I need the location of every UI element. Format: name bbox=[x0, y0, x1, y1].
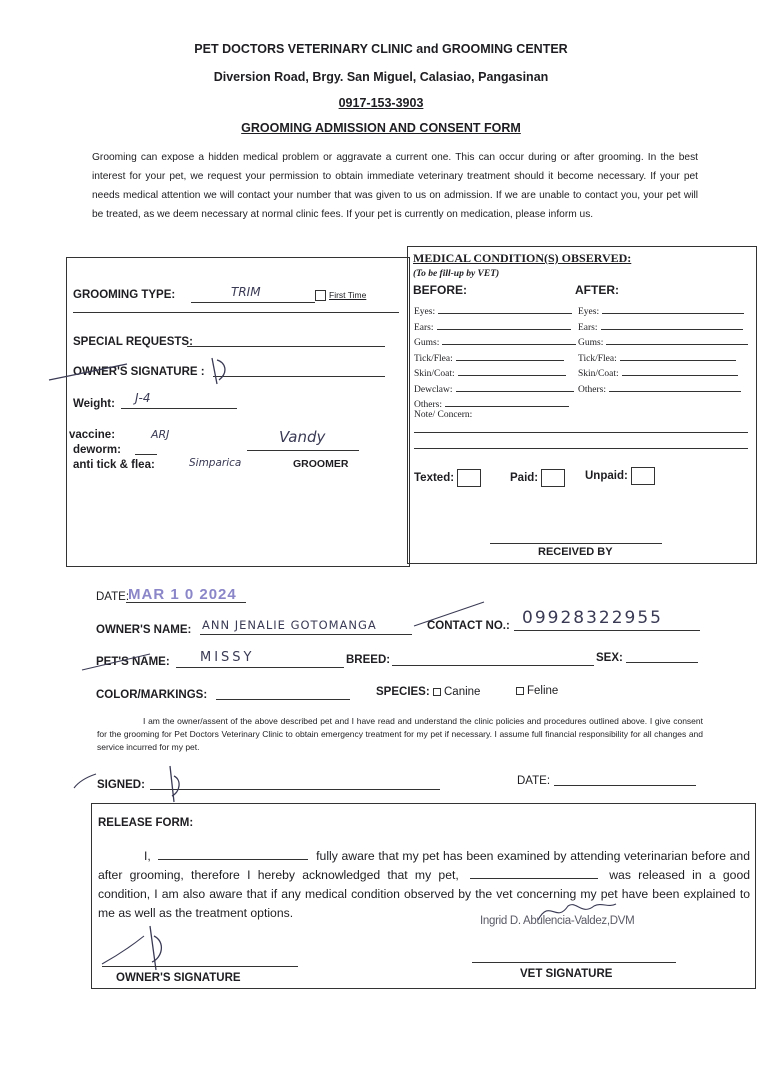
before-row bbox=[414, 319, 574, 335]
owner-name-label: OWNER'S NAME: bbox=[96, 624, 192, 636]
release-pet-name-field[interactable] bbox=[470, 866, 598, 879]
before-row-field[interactable] bbox=[456, 350, 564, 361]
signed-label: SIGNED: bbox=[97, 779, 145, 791]
release-text-1: I, bbox=[144, 849, 151, 863]
contact-value: 09928322955 bbox=[522, 608, 663, 628]
pet-name-label: PET'S NAME: bbox=[96, 656, 170, 668]
pet-name-field[interactable] bbox=[176, 667, 344, 668]
after-row-field[interactable] bbox=[609, 381, 741, 392]
owner-release-signature-line[interactable] bbox=[102, 966, 298, 967]
grooming-type-field[interactable] bbox=[191, 285, 315, 303]
unpaid-label: Unpaid: bbox=[585, 470, 628, 483]
paid-label: Paid: bbox=[510, 472, 539, 485]
grooming-type-extra-line bbox=[73, 312, 399, 313]
groomer-line bbox=[247, 450, 359, 451]
texted-label: Texted: bbox=[414, 472, 455, 485]
before-row-field[interactable] bbox=[445, 396, 569, 407]
after-row bbox=[578, 334, 748, 350]
special-requests-field[interactable] bbox=[187, 346, 385, 347]
vet-name-stamp: Ingrid D. Abulencia-Valdez,DVM bbox=[480, 915, 635, 927]
after-row-field[interactable] bbox=[606, 334, 748, 345]
paid-checkbox[interactable] bbox=[541, 469, 565, 487]
clinic-name: PET DOCTORS VETERINARY CLINIC and GROOMING CENTER bbox=[194, 42, 568, 56]
contact-strike-mark bbox=[410, 600, 490, 630]
owner-name-field[interactable] bbox=[200, 634, 412, 635]
before-row-label: Eyes: bbox=[414, 307, 436, 317]
date-stamp: MAR 1 0 2024 bbox=[128, 586, 237, 603]
sex-label: SEX: bbox=[596, 652, 623, 664]
canine-checkbox[interactable] bbox=[433, 688, 441, 696]
antitick-label: anti tick & flea: bbox=[73, 459, 155, 471]
after-row-label: Tick/Flea: bbox=[578, 353, 617, 364]
feline-checkbox[interactable] bbox=[516, 687, 524, 695]
before-label: BEFORE: bbox=[413, 283, 467, 297]
after-row bbox=[578, 350, 748, 366]
release-form-box bbox=[91, 803, 756, 989]
before-row-label: Gums: bbox=[414, 338, 440, 348]
before-row-label: Dewclaw: bbox=[414, 384, 453, 395]
release-text-2: fully aware that my pet has been examined by attending veterinarian before and after grooming, therefore I hereby acknowledged that my pet, bbox=[98, 849, 750, 882]
before-row bbox=[414, 334, 574, 350]
special-requests-label: SPECIAL REQUESTS: bbox=[73, 336, 193, 348]
after-row bbox=[578, 381, 748, 397]
weight-value: J-4 bbox=[135, 391, 151, 405]
date2-field[interactable] bbox=[554, 785, 696, 786]
weight-field[interactable] bbox=[121, 391, 237, 409]
medical-condition-box bbox=[407, 246, 757, 564]
deworm-label: deworm: bbox=[73, 444, 121, 456]
contact-label: CONTACT NO.: bbox=[427, 620, 510, 632]
after-row-label: Others: bbox=[578, 384, 606, 395]
before-row-field[interactable] bbox=[437, 319, 571, 330]
form-title: GROOMING ADMISSION AND CONSENT FORM bbox=[241, 121, 521, 135]
weight-label: Weight: bbox=[73, 398, 115, 410]
after-row-field[interactable] bbox=[602, 303, 744, 314]
grooming-info-box bbox=[66, 257, 410, 567]
release-owner-name-field[interactable] bbox=[158, 847, 308, 860]
species-feline-option[interactable] bbox=[516, 685, 558, 697]
before-row-field[interactable] bbox=[458, 365, 566, 376]
received-by-line[interactable] bbox=[490, 543, 662, 544]
release-text-3: was released in a good condition, I am also aware that if any medical condition observed by the vet concerning my pet have been explained to me as well as the treatment options. bbox=[98, 868, 751, 920]
before-rows bbox=[414, 303, 574, 412]
pet-name-value: MISSY bbox=[200, 650, 255, 665]
before-row bbox=[414, 365, 574, 381]
before-row bbox=[414, 381, 574, 397]
release-title: RELEASE FORM: bbox=[98, 817, 194, 829]
after-row-field[interactable] bbox=[601, 319, 743, 330]
intro-paragraph: Grooming can expose a hidden medical problem or aggravate a current one. This can occur during or after grooming. In the best interest for your pet, we request your permission to obtain immediate veterinary treatment should it become necessary. If your pet needs medical attention we will contact your number that was given to us on admission. If we are unable to contact you, your pet will be treated, as we deem necessary at normal clinic fees. If your pet is currently on medication, please inform us. bbox=[92, 152, 698, 220]
date-label: DATE: bbox=[96, 591, 130, 603]
vet-signature-line[interactable] bbox=[472, 962, 676, 963]
before-row-field[interactable] bbox=[442, 334, 576, 345]
before-row-label: Tick/Flea: bbox=[414, 353, 453, 364]
pet-name-strike-mark bbox=[80, 650, 160, 674]
antitick-value: Simparica bbox=[189, 457, 242, 469]
unpaid-checkbox[interactable] bbox=[631, 467, 655, 485]
species-label: SPECIES: bbox=[376, 686, 430, 698]
owner-signature-label: OWNER'S SIGNATURE : bbox=[73, 366, 205, 378]
texted-checkbox[interactable] bbox=[457, 469, 481, 487]
color-markings-field[interactable] bbox=[216, 699, 350, 700]
after-row bbox=[578, 319, 748, 335]
vet-signature-label: VET SIGNATURE bbox=[520, 968, 613, 980]
after-rows bbox=[578, 303, 748, 396]
note-line-1[interactable] bbox=[414, 432, 748, 433]
vaccine-label: vaccine: bbox=[69, 429, 116, 441]
vet-signature-scribble bbox=[532, 896, 622, 926]
received-by-label: RECEIVED BY bbox=[538, 546, 613, 558]
breed-field[interactable] bbox=[392, 665, 594, 666]
groomer-name: Vandy bbox=[279, 428, 326, 446]
sex-field[interactable] bbox=[626, 662, 698, 663]
after-row-field[interactable] bbox=[622, 365, 738, 376]
after-label: AFTER: bbox=[575, 283, 619, 297]
texted-field bbox=[414, 469, 481, 487]
grooming-type-value: TRIM bbox=[231, 285, 261, 299]
first-time-box[interactable] bbox=[315, 290, 326, 301]
unpaid-field bbox=[585, 467, 655, 485]
paid-field bbox=[510, 469, 565, 487]
grooming-type-label: GROOMING TYPE: bbox=[73, 289, 176, 301]
before-row-label: Others: bbox=[414, 400, 442, 410]
feline-label: Feline bbox=[527, 685, 559, 697]
before-row-label: Ears: bbox=[414, 322, 434, 333]
color-markings-label: COLOR/MARKINGS: bbox=[96, 689, 208, 701]
release-paragraph bbox=[98, 847, 750, 923]
first-time-label: First Time bbox=[329, 290, 367, 300]
owner-signature-scribble bbox=[47, 350, 247, 390]
canine-label: Canine bbox=[444, 686, 481, 698]
medical-title: MEDICAL CONDITION(S) OBSERVED: bbox=[413, 251, 632, 265]
after-row-label: Skin/Coat: bbox=[578, 369, 619, 379]
breed-label: BREED: bbox=[346, 654, 391, 666]
groomer-label: GROOMER bbox=[293, 458, 349, 470]
before-row bbox=[414, 303, 574, 319]
contact-field[interactable] bbox=[514, 630, 700, 631]
consent-paragraph: I am the owner/assent of the above described pet and I have read and understand the clinic policies and procedures outlined above. I give consent for the grooming for Pet Doctors Veterinary Clinic to obtain emergency treatment for my pet if necessary. I assume full financial responsibility for all changes and service incurred for my pet. bbox=[97, 716, 703, 752]
note-line-2[interactable] bbox=[414, 448, 748, 449]
after-row-label: Gums: bbox=[578, 338, 604, 348]
clinic-phone: 0917-153-3903 bbox=[338, 96, 424, 110]
signed-scribble bbox=[70, 762, 200, 806]
before-row-field[interactable] bbox=[456, 381, 574, 392]
after-row-label: Ears: bbox=[578, 322, 598, 333]
after-row-label: Eyes: bbox=[578, 307, 600, 317]
before-row bbox=[414, 350, 574, 366]
date2-label: DATE: bbox=[517, 775, 551, 787]
owner-release-signature-label: OWNER'S SIGNATURE bbox=[116, 972, 241, 984]
after-row-field[interactable] bbox=[620, 350, 736, 361]
note-label: Note/ Concern: bbox=[414, 410, 473, 420]
before-row-field[interactable] bbox=[438, 303, 572, 314]
after-row bbox=[578, 365, 748, 381]
deworm-field[interactable] bbox=[135, 454, 157, 455]
vaccine-value: ARJ bbox=[151, 428, 170, 441]
medical-subtitle: (To be fill-up by VET) bbox=[413, 269, 500, 279]
first-time-checkbox[interactable] bbox=[315, 290, 366, 301]
after-row bbox=[578, 303, 748, 319]
owner-name-value: ANN JENALIE GOTOMANGA bbox=[202, 618, 377, 632]
clinic-address: Diversion Road, Brgy. San Miguel, Calasiao, Pangasinan bbox=[213, 70, 549, 84]
before-row-label: Skin/Coat: bbox=[414, 369, 455, 379]
species-canine-option[interactable] bbox=[433, 686, 480, 698]
